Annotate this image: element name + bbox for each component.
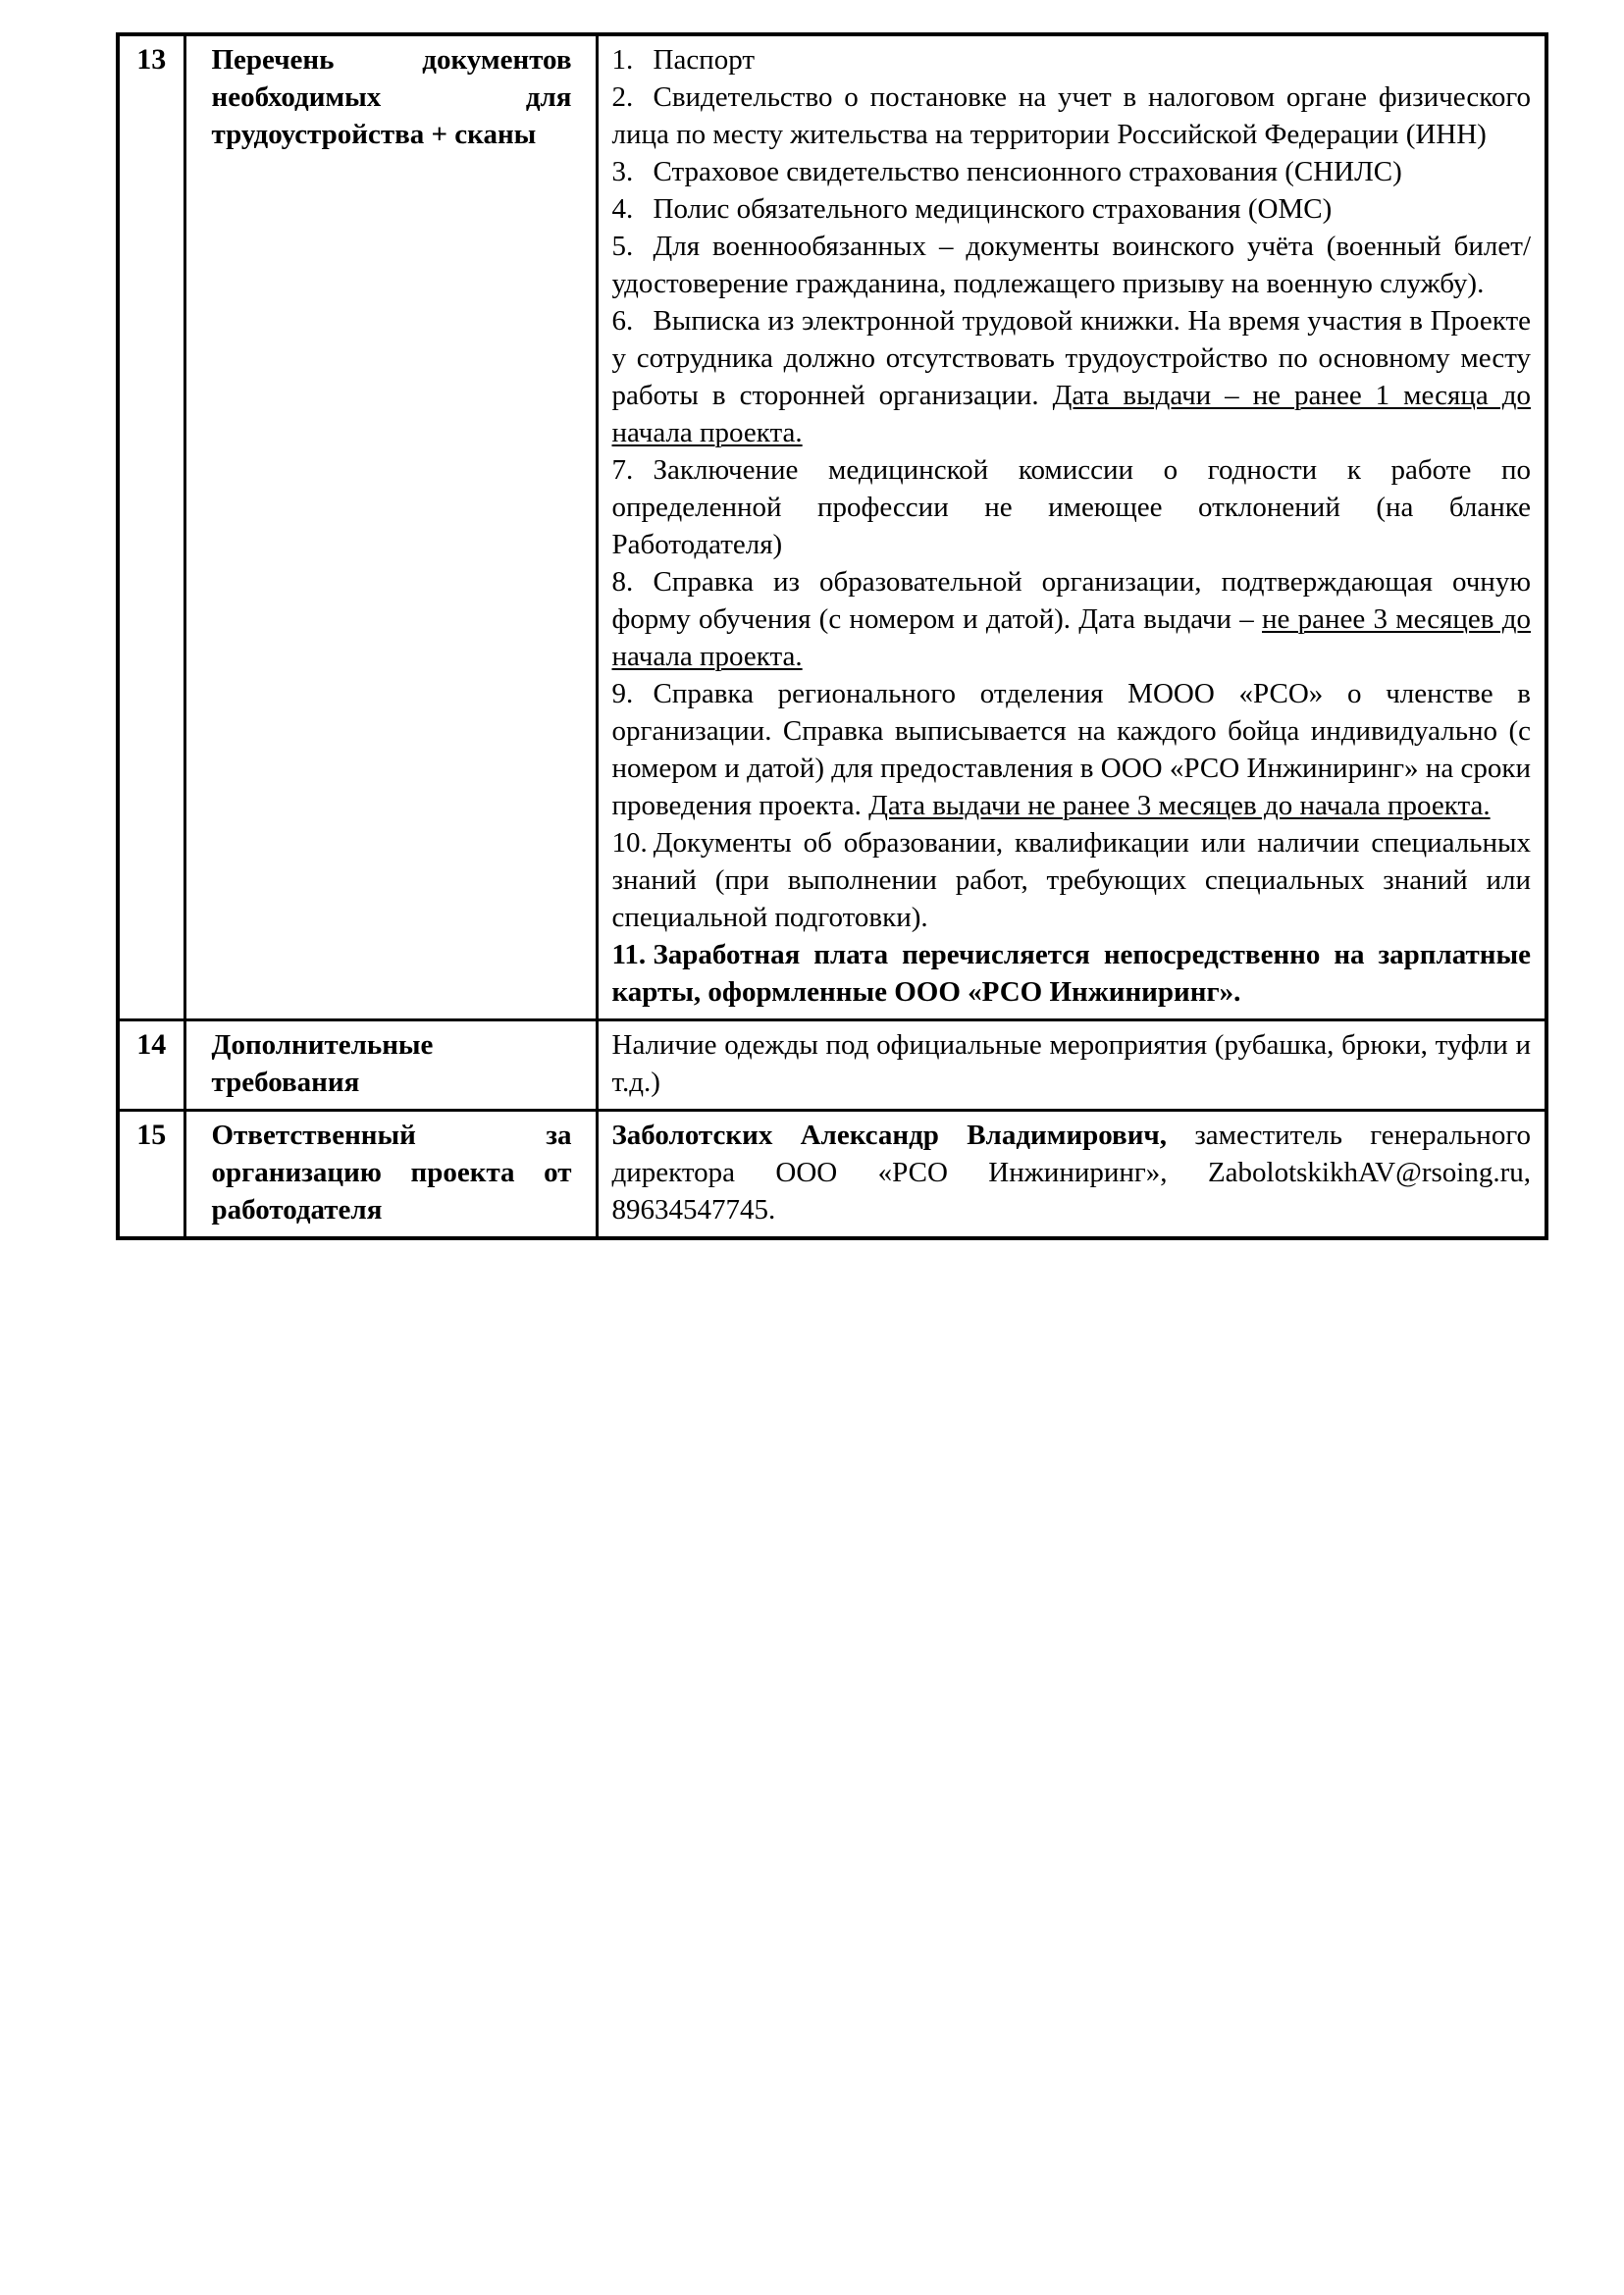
text-segment: Паспорт xyxy=(653,44,755,76)
text-segment: Выписка из электронной трудовой книжки. На время участия в Проекте у сотрудника должно отсутствовать трудоустройство по основному месту работы в сторонней организации. xyxy=(611,305,1531,411)
text-segment: Дата выдачи не ранее 3 месяцев до начала проекта. xyxy=(868,790,1491,821)
text-segment: Заключение медицинской комиссии о годности к работе по определенной профессии не имеющее отклонений (на бланке Работодателя) xyxy=(611,454,1531,560)
document-list-item xyxy=(612,563,1532,675)
text-segment: Для военнообязанных – документы воинского учёта (военный билет/удостоверение гражданина, подлежащего призыву на военную службу). xyxy=(611,231,1531,299)
item-number: 5. xyxy=(611,231,634,262)
item-number: 9. xyxy=(611,678,634,709)
row-number-cell: 14 xyxy=(118,1020,184,1111)
text-segment: заместитель генерального директора ООО «РСО Инжиниринг», xyxy=(611,1120,1531,1188)
item-number: 10. xyxy=(611,827,648,859)
row-number-cell: 15 xyxy=(118,1111,184,1239)
text-segment: Полис обязательного медицинского страхования (ОМС) xyxy=(653,193,1333,225)
document-list-item xyxy=(612,78,1532,153)
row-label-cell: Ответственный за организацию проекта от работодателя xyxy=(184,1111,597,1239)
item-number: 4. xyxy=(611,193,634,225)
item-number: 2. xyxy=(611,81,634,113)
document-list-item xyxy=(612,302,1532,451)
cell-paragraph xyxy=(612,1117,1532,1228)
document-list-item xyxy=(612,451,1532,563)
row-label-cell: Перечень документов необходимых для трудоустройства + сканы xyxy=(184,34,597,1020)
cell-paragraph xyxy=(612,1026,1532,1101)
document-list-item xyxy=(612,41,1532,78)
item-number: 1. xyxy=(611,44,634,76)
requirements-table xyxy=(116,32,1548,1240)
text-segment: Документы об образовании, квалификации или наличии специальных знаний (при выполнении работ, требующих специальных знаний или специальной подготовки). xyxy=(611,827,1531,933)
item-number: 8. xyxy=(611,566,634,598)
document-list-item xyxy=(612,936,1532,1011)
text-segment: не ранее 3 месяцев до начала проекта. xyxy=(611,603,1531,672)
text-segment: Справка из образовательной организации, подтверждающая очную форму обучения (с номером и датой). Дата выдачи – xyxy=(611,566,1531,635)
item-number: 3. xyxy=(611,156,634,187)
document-list-item xyxy=(612,190,1532,228)
text-segment: Заработная плата перечисляется непосредственно на зарплатные карты, оформленные ООО «РСО Инжиниринг». xyxy=(611,939,1531,1008)
text-segment: Наличие одежды под официальные мероприятия (рубашка, брюки, туфли и т.д.) xyxy=(611,1029,1531,1098)
row-label-cell: Дополнительные требования xyxy=(184,1020,597,1111)
text-segment: Страховое свидетельство пенсионного страхования (СНИЛС) xyxy=(653,156,1402,187)
document-list-item xyxy=(612,675,1532,824)
text-segment: Дата выдачи – не ранее 1 месяца до начала проекта. xyxy=(611,380,1531,448)
email-text: ZabolotskikhAV@rsoing.ru xyxy=(1207,1157,1524,1188)
document-list-item xyxy=(612,153,1532,190)
item-number: 6. xyxy=(611,305,634,337)
text-segment: Свидетельство о постановке на учет в налоговом органе физического лица по месту жительства на территории Российской Федерации (ИНН) xyxy=(611,81,1531,150)
table-row xyxy=(118,34,1546,1020)
table-row xyxy=(118,1020,1546,1111)
text-segment: Справка регионального отделения МООО «РСО» о членстве в организации. Справка выписывается на каждого бойца индивидуально (с номером и датой) для предоставления в ООО «РСО Инжиниринг» на сроки проведения проекта. xyxy=(611,678,1531,821)
text-segment: , 89634547745. xyxy=(611,1157,1531,1226)
table-row xyxy=(118,1111,1546,1239)
row-content-cell xyxy=(597,34,1546,1020)
item-number: 11. xyxy=(611,939,647,970)
row-content-cell xyxy=(597,1111,1546,1239)
document-list-item xyxy=(612,824,1532,936)
row-content-cell xyxy=(597,1020,1546,1111)
item-number: 7. xyxy=(611,454,634,486)
text-segment: Заболотских Александр Владимирович, xyxy=(611,1120,1168,1151)
row-number-cell: 13 xyxy=(118,34,184,1020)
document-list-item xyxy=(612,228,1532,302)
